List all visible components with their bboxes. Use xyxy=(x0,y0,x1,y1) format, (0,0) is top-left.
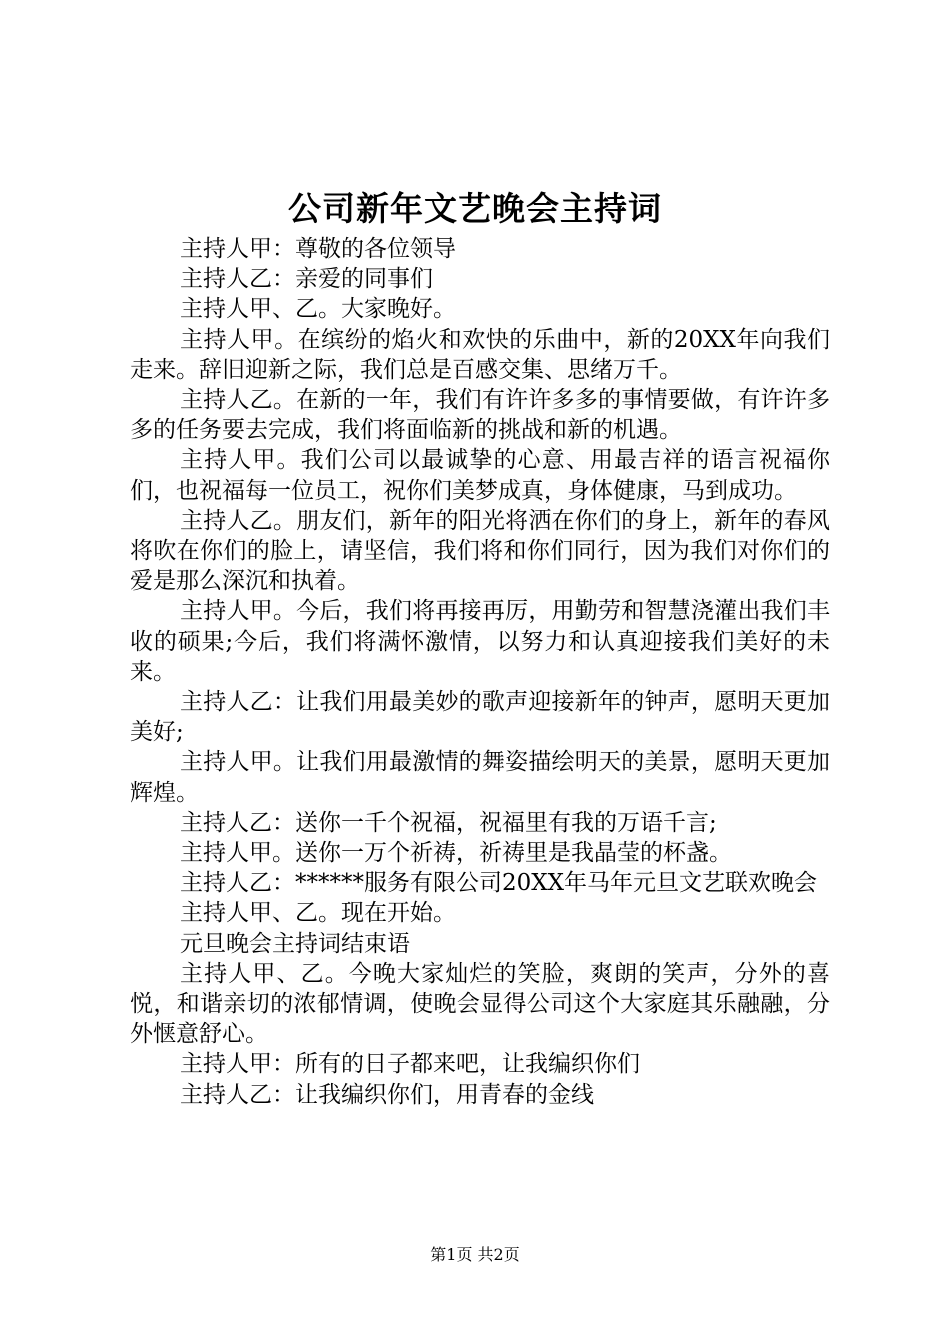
paragraph: 主持人乙：亲爱的同事们 xyxy=(180,266,433,293)
paragraph: 主持人甲、乙。大家晚好。 xyxy=(180,296,456,323)
paragraph: 主持人乙：让我编织你们，用青春的金线 xyxy=(180,1081,594,1108)
paragraph: 主持人甲、乙。现在开始。 xyxy=(180,900,456,927)
document-body xyxy=(130,234,830,1110)
paragraph: 主持人甲。让我们用最激情的舞姿描绘明天的美景，愿明天更加辉煌。 xyxy=(130,749,830,806)
paragraph: 主持人乙：送你一千个祝福，祝福里有我的万语千言; xyxy=(180,809,717,836)
document-title: 公司新年文艺晚会主持词 xyxy=(288,189,662,228)
paragraph: 元旦晚会主持词结束语 xyxy=(180,930,410,957)
paragraph: 主持人甲。送你一万个祈祷，祈祷里是我晶莹的杯盏。 xyxy=(180,840,732,867)
paragraph: 主持人乙：******服务有限公司20XX年马年元旦文艺联欢晚会 xyxy=(180,870,818,897)
paragraph: 主持人甲：尊敬的各位领导 xyxy=(180,236,456,262)
paragraph: 主持人甲：所有的日子都来吧，让我编织你们 xyxy=(180,1051,640,1078)
paragraph: 主持人甲、乙。今晚大家灿烂的笑脸，爽朗的笑声，分外的喜悦，和谐亲切的浓郁情调，使晚会显得公司这个大家庭其乐融融，分外惬意舒心。 xyxy=(130,960,830,1048)
page-number-footer: 第1页 共2页 xyxy=(430,1245,520,1264)
paragraph: 主持人乙。在新的一年，我们有许许多多的事情要做，有许许多多的任务要去完成，我们将面临新的挑战和新的机遇。 xyxy=(130,387,830,444)
paragraph: 主持人甲。在缤纷的焰火和欢快的乐曲中，新的20XX年向我们走来。辞旧迎新之际，我们总是百感交集、思绪万千。 xyxy=(130,326,830,383)
paragraph: 主持人甲。今后，我们将再接再厉，用勤劳和智慧浇灌出我们丰收的硕果;今后，我们将满怀激情，以努力和认真迎接我们美好的未来。 xyxy=(130,598,830,685)
paragraph: 主持人乙：让我们用最美妙的歌声迎接新年的钟声，愿明天更加美好; xyxy=(130,689,830,746)
paragraph: 主持人乙。朋友们，新年的阳光将洒在你们的身上，新年的春风将吹在你们的脸上，请坚信，我们将和你们同行，因为我们对你们的爱是那么深沉和执着。 xyxy=(130,507,830,595)
paragraph: 主持人甲。我们公司以最诚挚的心意、用最吉祥的语言祝福你们，也祝福每一位员工，祝你们美梦成真，身体健康，马到成功。 xyxy=(130,447,830,504)
